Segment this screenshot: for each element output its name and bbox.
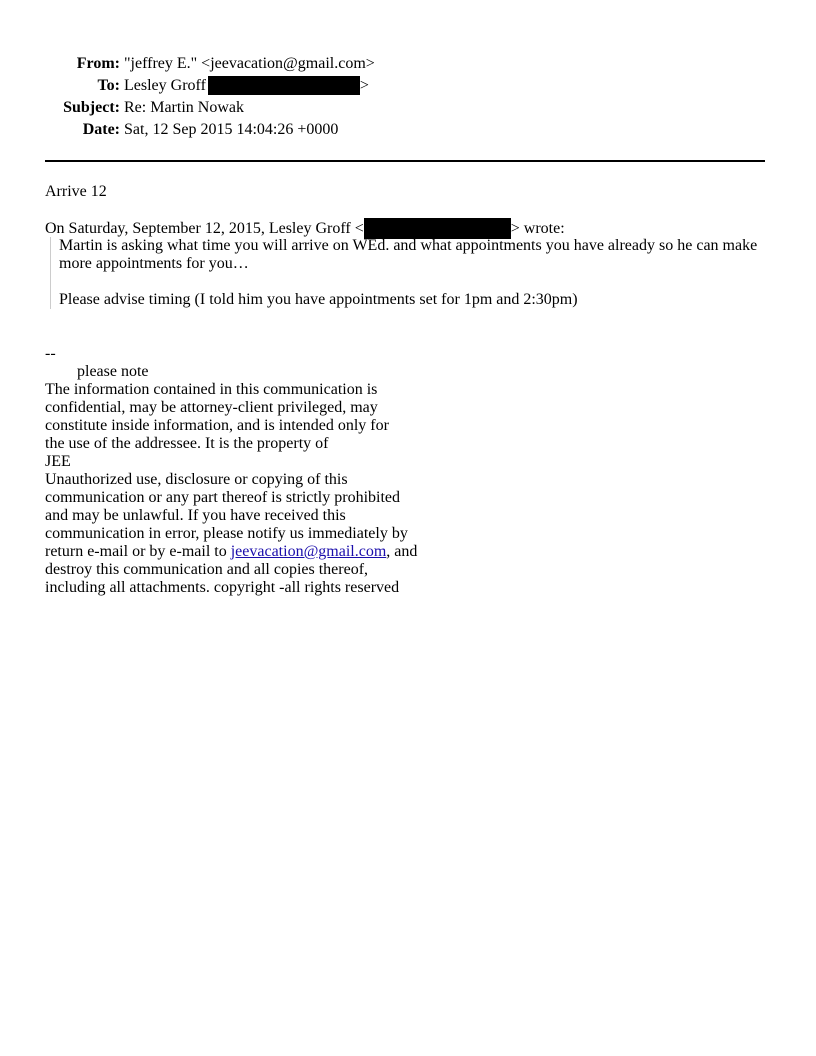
- sig-line-with-link: [45, 543, 425, 561]
- email-headers: [0, 53, 816, 141]
- email-link[interactable]: jeevacation@gmail.com: [230, 543, 387, 560]
- sig-line: communication in error, please notify us immediately by: [45, 525, 408, 542]
- date-label: Date:: [82, 121, 120, 138]
- sig-line: The information contained in this communication is: [45, 381, 378, 398]
- attribution-suffix: > wrote:: [510, 220, 565, 238]
- subject-row: [0, 97, 816, 119]
- quoted-message: [50, 237, 779, 309]
- sig-line: Unauthorized use, disclosure or copying of this: [45, 471, 348, 488]
- from-label: From:: [76, 55, 120, 72]
- sig-line: communication or any part thereof is strictly prohibited: [45, 489, 401, 506]
- subject-label: Subject:: [63, 99, 120, 116]
- sig-line: confidential, may be attorney-client privileged, may: [45, 399, 378, 416]
- sig-line: the use of the addressee. It is the property of: [45, 435, 329, 452]
- quote-paragraph: Martin is asking what time you will arrive on WEd. and what appointments you have already so he can make more appointments for you…: [59, 237, 758, 272]
- date-row: [0, 119, 816, 141]
- redaction-box: [208, 76, 360, 95]
- sig-line: including all attachments. copyright -all rights reserved: [45, 579, 400, 596]
- signature-note: please note: [77, 363, 149, 380]
- to-row: [0, 75, 816, 97]
- to-close: >: [359, 77, 369, 94]
- to-value: Lesley Groff: [124, 77, 206, 94]
- subject-value: Re: Martin Nowak: [124, 99, 244, 116]
- signature-block: [45, 345, 425, 597]
- reply-text: Arrive 12: [45, 183, 107, 200]
- from-row: [0, 53, 816, 75]
- date-value: Sat, 12 Sep 2015 14:04:26 +0000: [124, 121, 339, 138]
- to-label: To:: [97, 77, 120, 94]
- sig-line: destroy this communication and all copies thereof,: [45, 561, 369, 578]
- sig-line: and may be unlawful. If you have received this: [45, 507, 346, 524]
- return-prefix: return e-mail or by e-mail to: [45, 543, 231, 560]
- attribution-prefix: On Saturday, September 12, 2015, Lesley Groff <: [45, 220, 364, 238]
- quote-paragraph: Please advise timing (I told him you have appointments set for 1pm and 2:30pm): [59, 291, 578, 308]
- to-value-wrap: [124, 75, 369, 97]
- paragraph-gap: [59, 273, 779, 291]
- header-divider: [45, 160, 765, 162]
- sig-line: JEE: [45, 453, 71, 470]
- return-suffix: , and: [386, 543, 418, 560]
- sig-line: constitute inside information, and is intended only for: [45, 417, 389, 434]
- redaction-box: [364, 218, 511, 239]
- from-value: "jeffrey E." <jeevacation@gmail.com>: [124, 55, 375, 72]
- signature-separator: --: [45, 345, 56, 362]
